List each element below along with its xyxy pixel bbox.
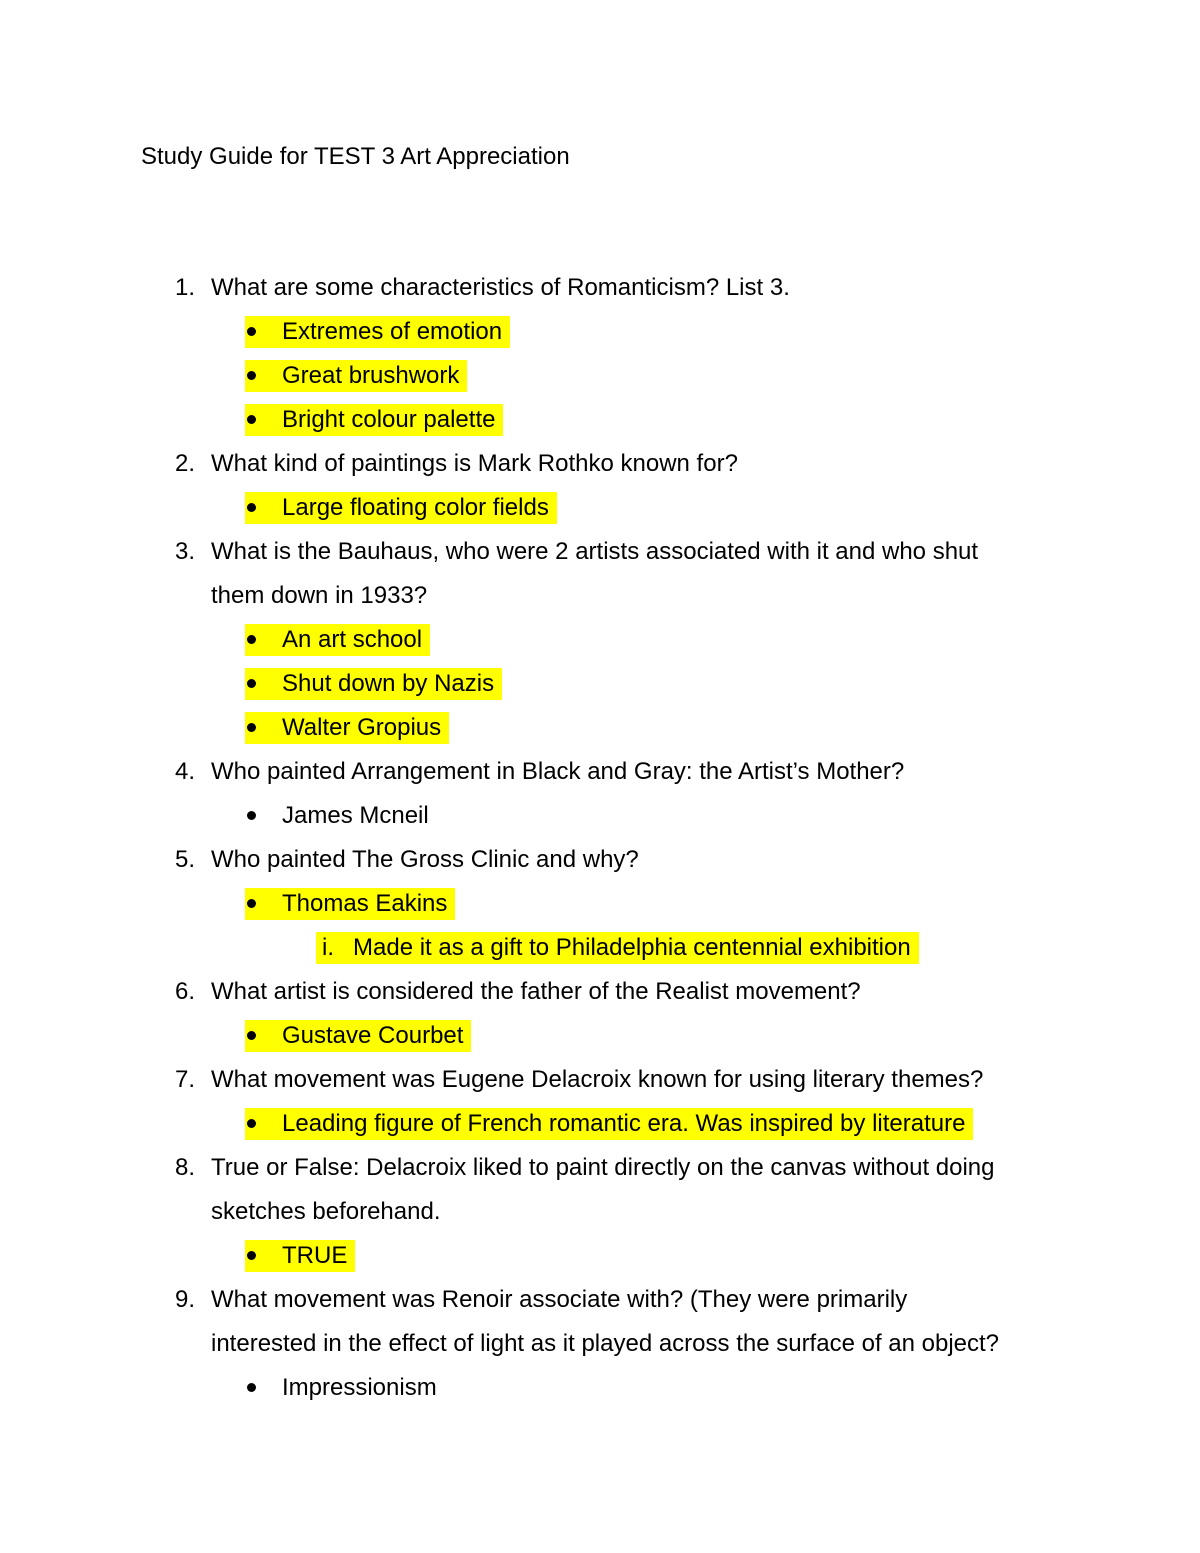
bullet-icon [247,1119,256,1128]
question-text: What artist is considered the father of the Realist movement? [211,978,861,1005]
bullet-icon [247,899,256,908]
bullet-icon [247,1383,256,1392]
question-text: What movement was Eugene Delacroix known for using literary themes? [211,1066,984,1093]
answer-text: Thomas Eakins [282,890,448,917]
bullet-icon [247,635,256,644]
question-number: 4. [175,758,196,785]
answer-text: Extremes of emotion [282,318,503,345]
bullet-icon [247,503,256,512]
question-text: What movement was Renoir associate with? (They were primarily [211,1286,908,1313]
bullet-icon [247,1251,256,1260]
question-number: 5. [175,846,196,873]
question-text: What are some characteristics of Romanticism? List 3. [211,274,790,301]
answer-text: TRUE [282,1242,348,1269]
bullet-icon [247,1031,256,1040]
question-text-continued: interested in the effect of light as it played across the surface of an object? [211,1330,1000,1357]
question-text-continued: them down in 1933? [211,582,428,609]
question-text: What is the Bauhaus, who were 2 artists associated with it and who shut [211,538,979,565]
answer-text: Impressionism [282,1374,437,1401]
answer-text: James Mcneil [282,802,429,829]
question-text: Who painted Arrangement in Black and Gray: the Artist’s Mother? [211,758,905,785]
question-number: 9. [175,1286,196,1313]
answer-text: Great brushwork [282,362,460,389]
question-text: True or False: Delacroix liked to paint directly on the canvas without doing [211,1154,995,1181]
question-number: 8. [175,1154,196,1181]
answer-text: Gustave Courbet [282,1022,464,1049]
question-number: 1. [175,274,196,301]
question-number: 3. [175,538,196,565]
question-text-continued: sketches beforehand. [211,1198,441,1225]
answer-text: Leading figure of French romantic era. Was inspired by literature [282,1110,966,1137]
sub-answer-number: i. [322,934,334,961]
answer-text: Walter Gropius [282,714,442,741]
question-number: 2. [175,450,196,477]
bullet-icon [247,415,256,424]
question-number: 6. [175,978,196,1005]
question-text: What kind of paintings is Mark Rothko known for? [211,450,738,477]
sub-answer-text: Made it as a gift to Philadelphia centennial exhibition [353,934,911,961]
answer-text: Shut down by Nazis [282,670,495,697]
question-number: 7. [175,1066,196,1093]
question-text: Who painted The Gross Clinic and why? [211,846,639,873]
bullet-icon [247,327,256,336]
answer-text: Bright colour palette [282,406,496,433]
bullet-icon [247,679,256,688]
answer-text: An art school [282,626,423,653]
bullet-icon [247,371,256,380]
bullet-icon [247,811,256,820]
answer-text: Large floating color fields [282,494,549,521]
bullet-icon [247,723,256,732]
document-title: Study Guide for TEST 3 Art Appreciation [141,143,570,170]
